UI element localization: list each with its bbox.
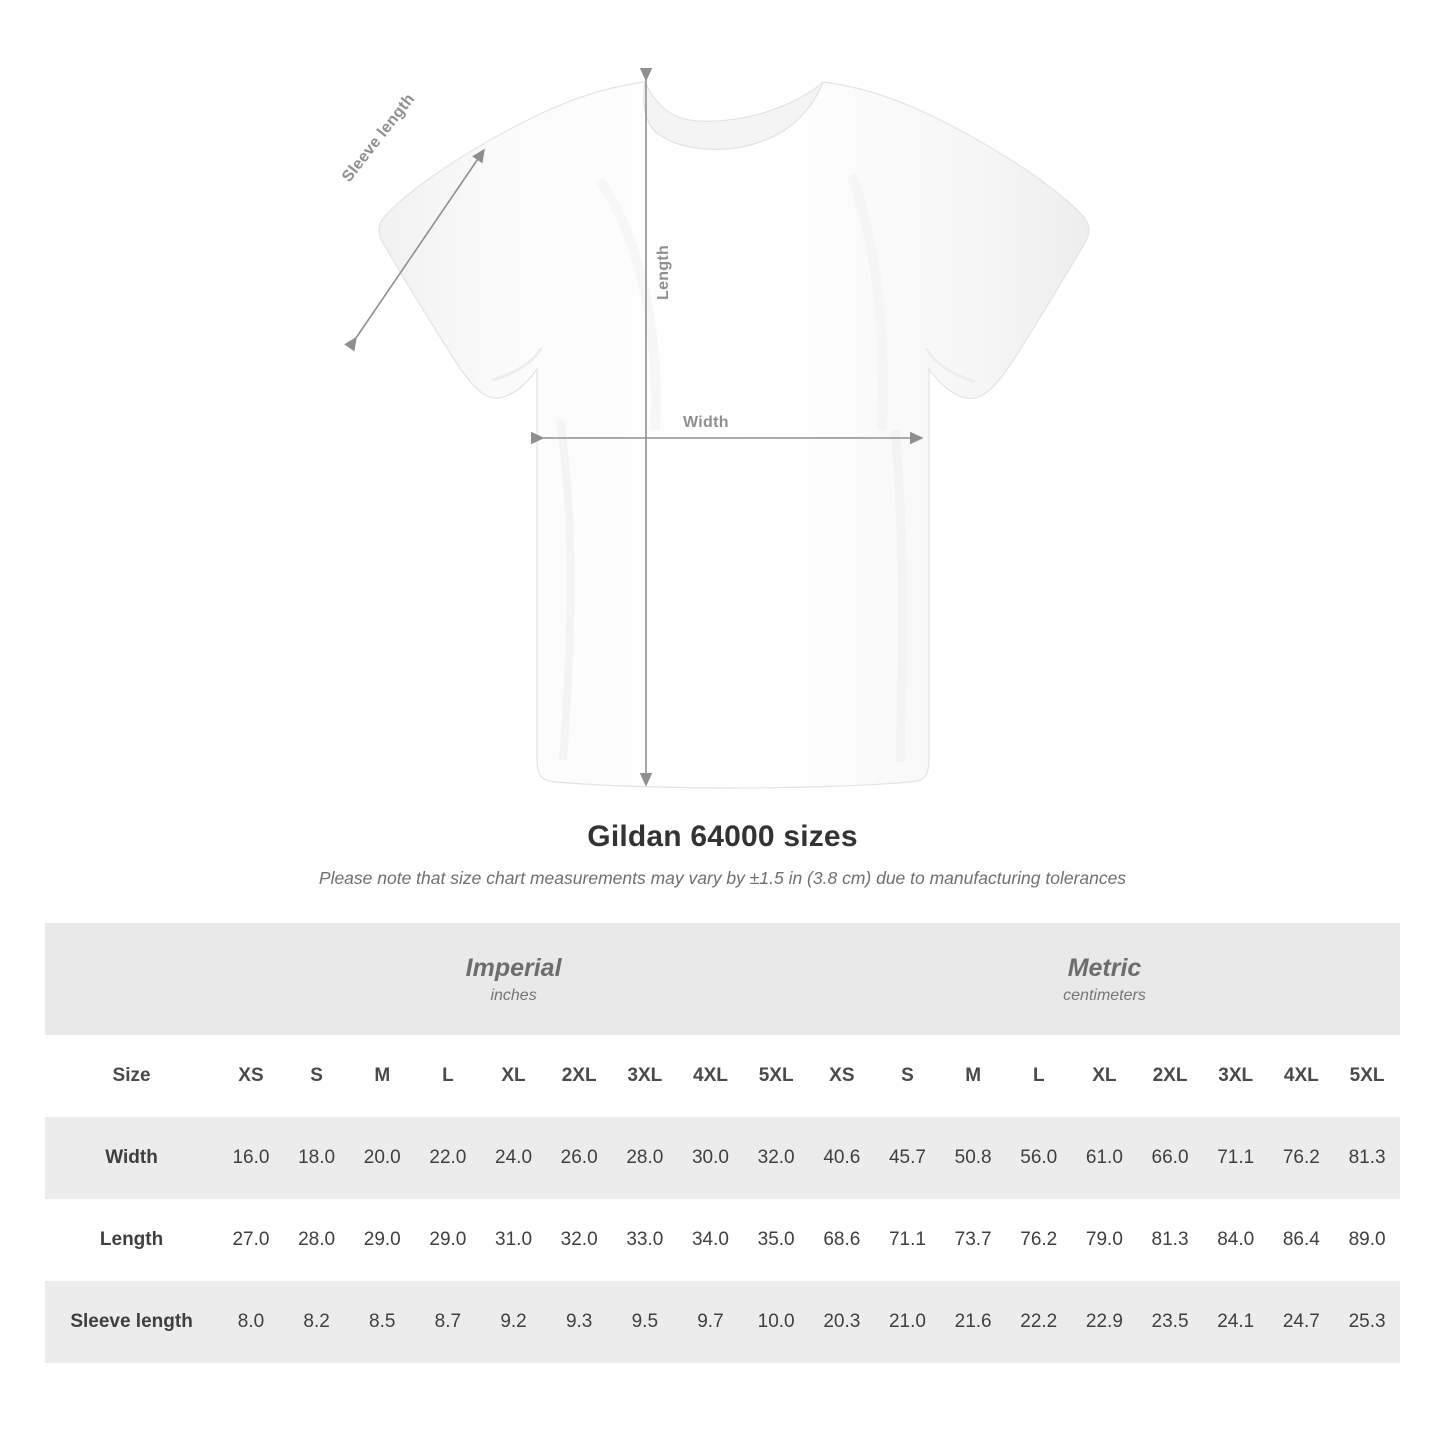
cell-length-metric-5xl: 89.0 xyxy=(1334,1199,1400,1281)
cell-length-metric-2xl: 81.3 xyxy=(1137,1199,1203,1281)
size-chart-table xyxy=(45,923,1400,1363)
size-header-label: Size xyxy=(45,1035,218,1117)
size-header-row xyxy=(45,1035,1400,1117)
cell-length-metric-l: 76.2 xyxy=(1006,1199,1072,1281)
cell-width-metric-m: 50.8 xyxy=(940,1117,1006,1199)
size-cell-imperial-2xl: 2XL xyxy=(546,1035,612,1117)
unit-header-metric xyxy=(809,923,1400,1035)
cell-sleeve-metric-4xl: 24.7 xyxy=(1269,1281,1335,1363)
cell-width-metric-3xl: 71.1 xyxy=(1203,1117,1269,1199)
cell-width-metric-l: 56.0 xyxy=(1006,1117,1072,1199)
cell-width-imperial-m: 20.0 xyxy=(349,1117,415,1199)
unit-header-row xyxy=(45,923,1400,1035)
size-cell-imperial-m: M xyxy=(349,1035,415,1117)
size-cell-imperial-xl: XL xyxy=(481,1035,547,1117)
row-label-length: Length xyxy=(45,1199,218,1281)
cell-sleeve-metric-xs: 20.3 xyxy=(809,1281,875,1363)
size-cell-metric-5xl: 5XL xyxy=(1334,1035,1400,1117)
cell-length-imperial-xl: 31.0 xyxy=(481,1199,547,1281)
cell-width-imperial-4xl: 30.0 xyxy=(678,1117,744,1199)
cell-width-metric-5xl: 81.3 xyxy=(1334,1117,1400,1199)
unit-name-imperial: Imperial xyxy=(465,954,562,982)
cell-width-metric-xs: 40.6 xyxy=(809,1117,875,1199)
size-cell-imperial-s: S xyxy=(284,1035,350,1117)
cell-width-metric-4xl: 76.2 xyxy=(1269,1117,1335,1199)
size-cell-metric-xs: XS xyxy=(809,1035,875,1117)
cell-sleeve-metric-s: 21.0 xyxy=(875,1281,941,1363)
cell-length-metric-s: 71.1 xyxy=(875,1199,941,1281)
cell-sleeve-metric-xl: 22.9 xyxy=(1072,1281,1138,1363)
size-cell-metric-m: M xyxy=(940,1035,1006,1117)
cell-length-imperial-m: 29.0 xyxy=(349,1199,415,1281)
cell-length-imperial-s: 28.0 xyxy=(284,1199,350,1281)
size-cell-imperial-4xl: 4XL xyxy=(678,1035,744,1117)
tshirt-shape xyxy=(379,82,1089,788)
cell-length-imperial-3xl: 33.0 xyxy=(612,1199,678,1281)
cell-sleeve-metric-l: 22.2 xyxy=(1006,1281,1072,1363)
unit-sub-imperial: inches xyxy=(490,987,537,1004)
cell-sleeve-imperial-4xl: 9.7 xyxy=(678,1281,744,1363)
cell-sleeve-metric-5xl: 25.3 xyxy=(1334,1281,1400,1363)
size-cell-metric-xl: XL xyxy=(1072,1035,1138,1117)
width-label: Width xyxy=(683,414,729,431)
size-cell-metric-s: S xyxy=(875,1035,941,1117)
cell-sleeve-imperial-s: 8.2 xyxy=(284,1281,350,1363)
cell-width-metric-2xl: 66.0 xyxy=(1137,1117,1203,1199)
cell-width-imperial-5xl: 32.0 xyxy=(743,1117,809,1199)
cell-length-metric-3xl: 84.0 xyxy=(1203,1199,1269,1281)
size-cell-imperial-l: L xyxy=(415,1035,481,1117)
size-chart-heading xyxy=(0,820,1445,889)
size-cell-metric-4xl: 4XL xyxy=(1269,1035,1335,1117)
cell-sleeve-imperial-2xl: 9.3 xyxy=(546,1281,612,1363)
cell-width-imperial-xs: 16.0 xyxy=(218,1117,284,1199)
size-cell-imperial-xs: XS xyxy=(218,1035,284,1117)
tolerance-note: Please note that size chart measurements may vary by ±1.5 in (3.8 cm) due to manufacturing tolerances xyxy=(318,868,1127,888)
sleeve-length-label: Sleeve length xyxy=(339,90,419,186)
unit-header-imperial xyxy=(218,923,809,1035)
cell-length-metric-m: 73.7 xyxy=(940,1199,1006,1281)
cell-sleeve-metric-3xl: 24.1 xyxy=(1203,1281,1269,1363)
cell-width-imperial-2xl: 26.0 xyxy=(546,1117,612,1199)
cell-length-metric-4xl: 86.4 xyxy=(1269,1199,1335,1281)
cell-length-metric-xl: 79.0 xyxy=(1072,1199,1138,1281)
cell-length-imperial-2xl: 32.0 xyxy=(546,1199,612,1281)
size-cell-metric-2xl: 2XL xyxy=(1137,1035,1203,1117)
table-row xyxy=(45,1199,1400,1281)
size-cell-imperial-3xl: 3XL xyxy=(612,1035,678,1117)
cell-sleeve-imperial-3xl: 9.5 xyxy=(612,1281,678,1363)
cell-sleeve-imperial-l: 8.7 xyxy=(415,1281,481,1363)
cell-length-imperial-xs: 27.0 xyxy=(218,1199,284,1281)
cell-width-metric-s: 45.7 xyxy=(875,1117,941,1199)
page-title: Gildan 64000 sizes xyxy=(587,820,858,853)
size-chart-table-wrap xyxy=(0,923,1445,1363)
size-cell-metric-l: L xyxy=(1006,1035,1072,1117)
cell-sleeve-imperial-xl: 9.2 xyxy=(481,1281,547,1363)
table-row xyxy=(45,1117,1400,1199)
cell-length-imperial-4xl: 34.0 xyxy=(678,1199,744,1281)
cell-sleeve-metric-m: 21.6 xyxy=(940,1281,1006,1363)
cell-width-imperial-xl: 24.0 xyxy=(481,1117,547,1199)
cell-sleeve-imperial-xs: 8.0 xyxy=(218,1281,284,1363)
cell-width-imperial-3xl: 28.0 xyxy=(612,1117,678,1199)
cell-length-metric-xs: 68.6 xyxy=(809,1199,875,1281)
size-cell-metric-3xl: 3XL xyxy=(1203,1035,1269,1117)
cell-sleeve-imperial-m: 8.5 xyxy=(349,1281,415,1363)
unit-header-spacer xyxy=(45,923,218,1035)
cell-length-imperial-l: 29.0 xyxy=(415,1199,481,1281)
row-label-sleeve-length: Sleeve length xyxy=(45,1281,218,1363)
cell-length-imperial-5xl: 35.0 xyxy=(743,1199,809,1281)
length-label: Length xyxy=(655,244,672,300)
cell-sleeve-imperial-5xl: 10.0 xyxy=(743,1281,809,1363)
unit-sub-metric: centimeters xyxy=(1063,987,1146,1004)
cell-width-imperial-l: 22.0 xyxy=(415,1117,481,1199)
row-label-width: Width xyxy=(45,1117,218,1199)
unit-name-metric: Metric xyxy=(1067,954,1142,982)
cell-width-imperial-s: 18.0 xyxy=(284,1117,350,1199)
size-cell-imperial-5xl: 5XL xyxy=(743,1035,809,1117)
cell-width-metric-xl: 61.0 xyxy=(1072,1117,1138,1199)
cell-sleeve-metric-2xl: 23.5 xyxy=(1137,1281,1203,1363)
table-row xyxy=(45,1281,1400,1363)
